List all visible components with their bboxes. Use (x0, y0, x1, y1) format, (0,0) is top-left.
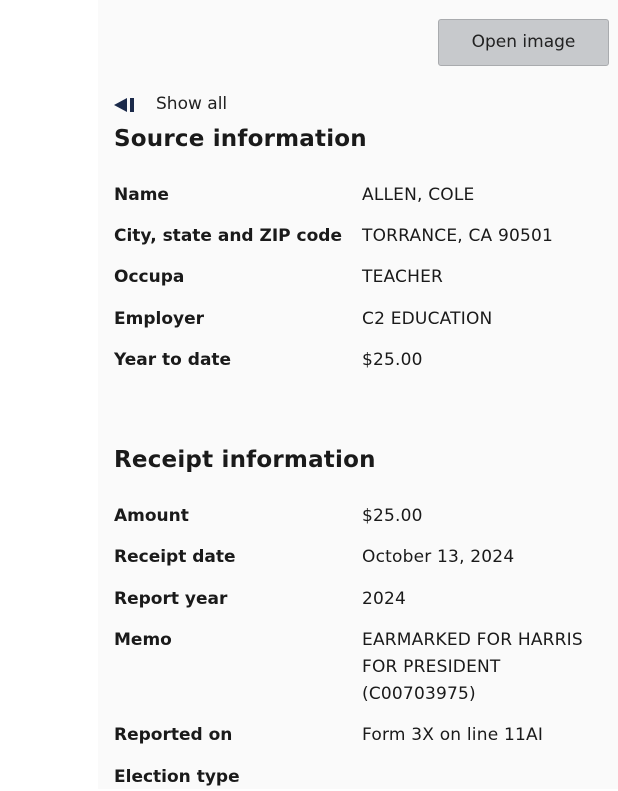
field-value: Form 3X on line 11AI (362, 725, 544, 745)
field-label: Reported on (114, 725, 233, 745)
field-value: TORRANCE, CA 90501 (362, 226, 554, 246)
field-label: Receipt date (114, 547, 236, 567)
field-label: Memo (114, 630, 172, 650)
field-label: Name (114, 185, 169, 205)
show-all-link[interactable] (114, 92, 227, 116)
field-label: Report year (114, 589, 228, 609)
field-value: EARMARKED FOR HARRIS FOR PRESIDENT (C00703975) (362, 630, 583, 704)
source-information-heading: Source information (114, 126, 367, 152)
field-label: City, state and ZIP code (114, 226, 343, 246)
collapse-left-icon (114, 97, 136, 111)
field-value: C2 EDUCATION (362, 309, 493, 329)
field-label: Year to date (114, 350, 232, 370)
receipt-information-heading: Receipt information (114, 447, 376, 473)
field-value: $25.00 (362, 506, 423, 526)
field-label: Occupa (114, 267, 185, 287)
field-value: TEACHER (362, 267, 444, 287)
field-value: $25.00 (362, 350, 423, 370)
field-label: Amount (114, 506, 189, 526)
show-all-label: Show all (156, 94, 228, 114)
field-label: Election type (114, 767, 240, 787)
open-image-button[interactable]: Open image (438, 19, 609, 66)
field-label: Employer (114, 309, 204, 329)
field-value: 2024 (362, 589, 407, 609)
field-value: ALLEN, COLE (362, 185, 475, 205)
field-value: October 13, 2024 (362, 547, 515, 567)
